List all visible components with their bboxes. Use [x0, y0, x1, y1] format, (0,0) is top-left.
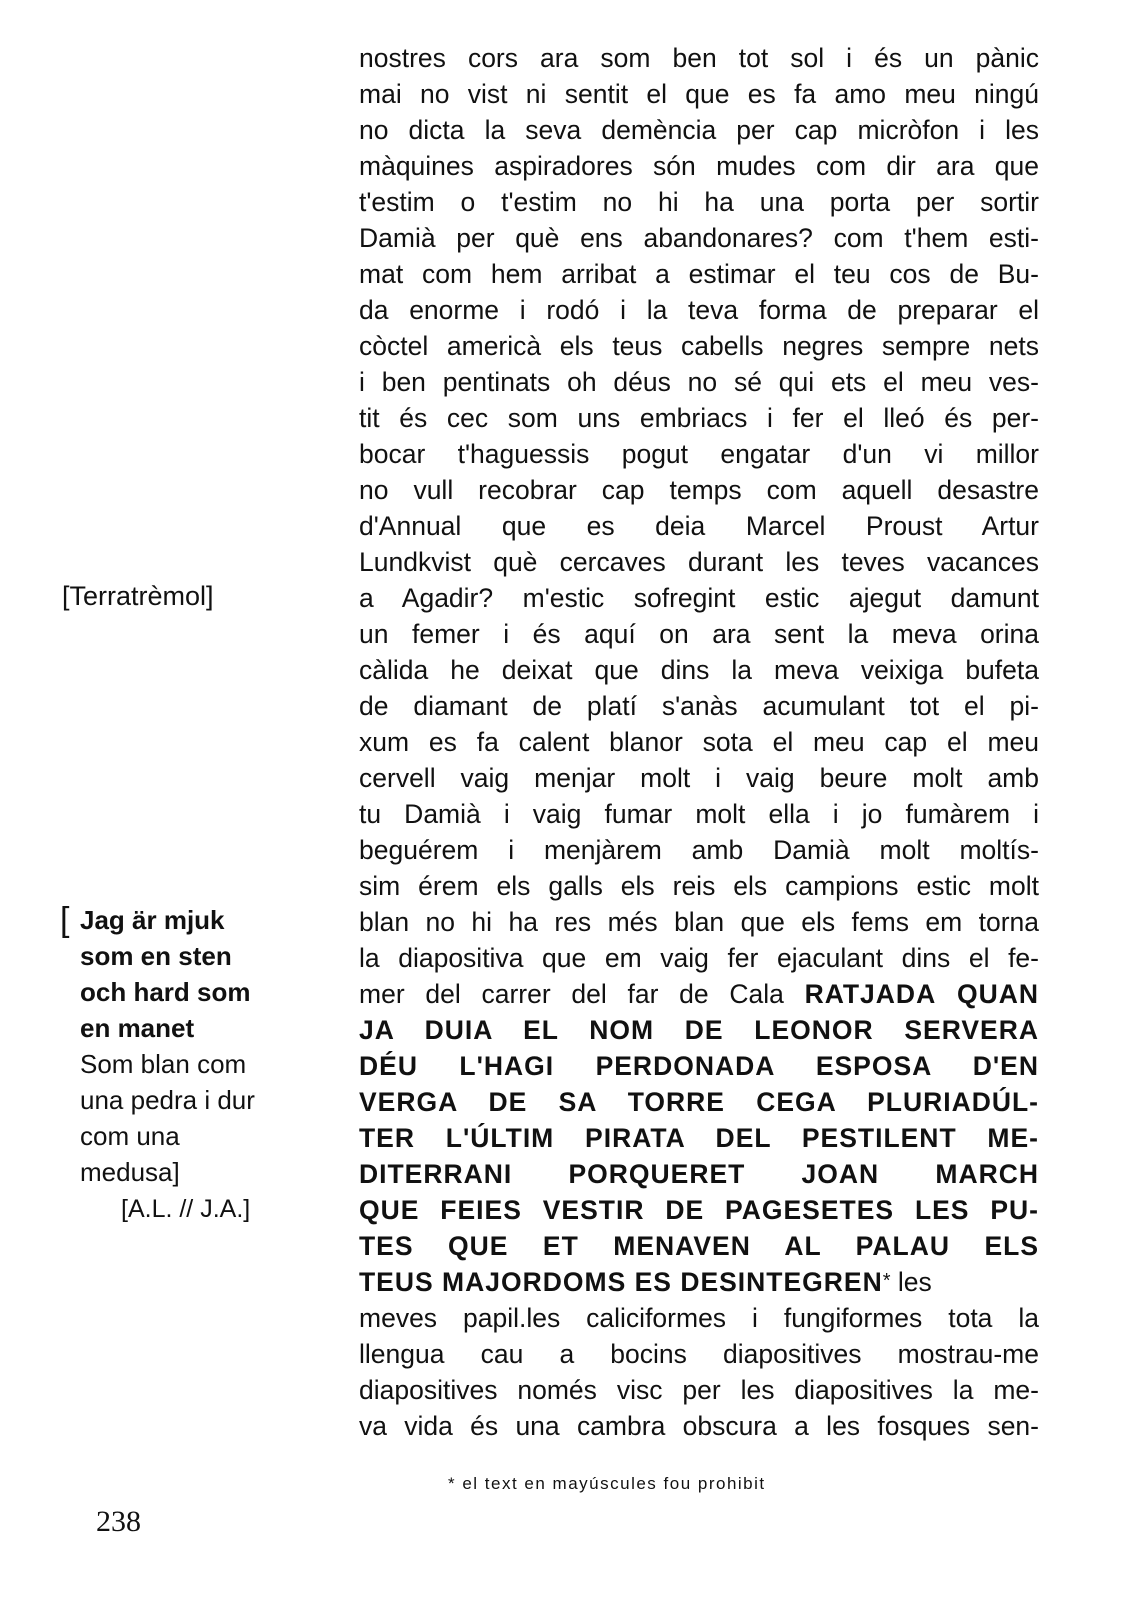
text-line: llengua cau a bocins diapositives mostrau-me — [359, 1339, 1039, 1369]
bracket-open: [ — [62, 581, 70, 611]
text-line: Damià per què ens abandonares? com t'hem esti- — [359, 223, 1039, 253]
text-line: da enorme i rodó i la teva forma de preparar el — [359, 295, 1039, 325]
text-line: la diapositiva que em vaig fer ejaculant dins el fe- — [359, 943, 1039, 973]
text-line-mixed — [359, 1264, 1039, 1300]
text-line: beguérem i menjàrem amb Damià molt moltís- — [359, 835, 1039, 865]
censored-text: TEUS MAJORDOMS ES DESINTEGREN — [359, 1267, 883, 1297]
text-line: màquines aspiradores són mudes com dir ara que — [359, 151, 1039, 181]
bracket-close: ] — [206, 581, 214, 611]
censored-line: TER L'ÚLTIM PIRATA DEL PESTILENT ME- — [359, 1123, 1039, 1153]
text-line: no vull recobrar cap temps com aquell desastre — [359, 475, 1039, 505]
main-text-column — [359, 40, 1039, 1444]
text-line-mixed — [359, 976, 1039, 1012]
page-number: 238 — [96, 1505, 141, 1538]
text-line: un femer i és aquí on ara sent la meva orina — [359, 619, 1039, 649]
censored-line: TES QUE ET MENAVEN AL PALAU ELS — [359, 1231, 1039, 1261]
text-line: bocar t'haguessis pogut engatar d'un vi millor — [359, 439, 1039, 469]
text-line: Lundkvist què cercaves durant les teves vacances — [359, 547, 1039, 577]
text-line: blan no hi ha res més blan que els fems em torna — [359, 907, 1039, 937]
censored-text: RATJADA QUAN — [804, 979, 1039, 1009]
poem-line: com una — [80, 1121, 180, 1151]
poem-line: una pedra i dur — [80, 1085, 255, 1115]
poem-line: Jag är mjuk — [80, 905, 225, 935]
poem-lines — [80, 902, 350, 1190]
censored-line: JA DUIA EL NOM DE LEONOR SERVERA — [359, 1015, 1039, 1045]
poem-line: och hard som — [80, 977, 251, 1007]
text-line: meves papil.les caliciformes i fungiformes tota la — [359, 1303, 1039, 1333]
poem-line: en manet — [80, 1013, 195, 1043]
text-line: i ben pentinats oh déus no sé qui ets el meu ves- — [359, 367, 1039, 397]
poem-line-last — [80, 1154, 350, 1190]
censored-line: DITERRANI PORQUERET JOAN MARCH — [359, 1159, 1039, 1189]
footnote-marker: * — [882, 1270, 891, 1292]
poem-open-bracket: [ — [60, 901, 70, 939]
text-line: de diamant de platí s'anàs acumulant tot el pi- — [359, 691, 1039, 721]
censored-line: DÉU L'HAGI PERDONADA ESPOSA D'EN — [359, 1051, 1039, 1081]
text-line: a Agadir? m'estic sofregint estic ajegut damunt — [359, 583, 1039, 613]
poem-credit: [A.L. // J.A.] — [121, 1195, 251, 1223]
text-line: t'estim o t'estim no hi ha una porta per sortir — [359, 187, 1039, 217]
text-line: va vida és una cambra obscura a les fosques sen- — [359, 1411, 1039, 1441]
text-line: d'Annual que es deia Marcel Proust Artur — [359, 511, 1039, 541]
text-line: xum es fa calent blanor sota el meu cap el meu — [359, 727, 1039, 757]
poem-line: som en sten — [80, 941, 232, 971]
margin-note-terratremol — [62, 578, 214, 614]
text-line: diapositives només visc per les diapositives la me- — [359, 1375, 1039, 1405]
text-line: tu Damià i vaig fumar molt ella i jo fumàrem i — [359, 799, 1039, 829]
text-line: tit és cec som uns embriacs i fer el lleó és per- — [359, 403, 1039, 433]
poem-last-word: medusa — [80, 1157, 173, 1187]
footnote: * el text en mayúscules fou prohibit — [448, 1474, 766, 1493]
text-line: no dicta la seva demència per cap micròfon i les — [359, 115, 1039, 145]
text-line: còctel americà els teus cabells negres sempre nets — [359, 331, 1039, 361]
margin-poem — [60, 901, 338, 1190]
poem-close-bracket: ] — [172, 1157, 180, 1187]
text-segment: les — [890, 1267, 932, 1297]
text-line: sim érem els galls els reis els campions estic molt — [359, 871, 1039, 901]
text-line: nostres cors ara som ben tot sol i és un pànic — [359, 43, 1039, 73]
censored-line: QUE FEIES VESTIR DE PAGESETES LES PU- — [359, 1195, 1039, 1225]
text-segment: mer del carrer del far de Cala — [359, 979, 805, 1009]
censored-line: VERGA DE SA TORRE CEGA PLURIADÚL- — [359, 1087, 1039, 1117]
poem-line: Som blan com — [80, 1049, 247, 1079]
text-line: mai no vist ni sentit el que es fa amo meu ningú — [359, 79, 1039, 109]
text-line: mat com hem arribat a estimar el teu cos de Bu- — [359, 259, 1039, 289]
margin-note-text: Terratrèmol — [69, 581, 207, 611]
text-line: cervell vaig menjar molt i vaig beure molt amb — [359, 763, 1039, 793]
text-line: càlida he deixat que dins la meva veixiga bufeta — [359, 655, 1039, 685]
